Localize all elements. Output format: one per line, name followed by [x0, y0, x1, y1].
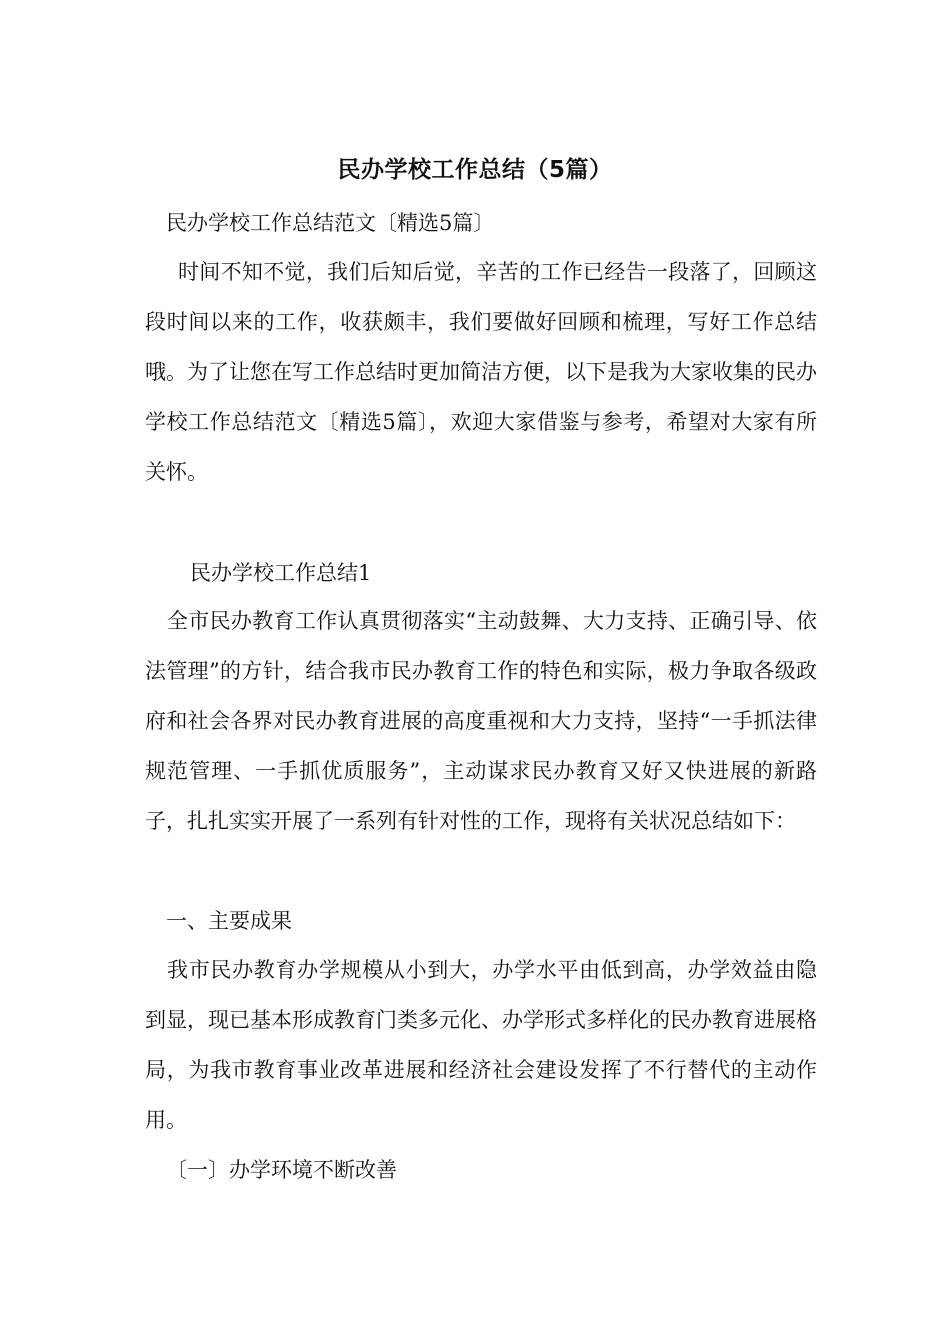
subheading: 〔一〕办学环境不断改善: [166, 1158, 397, 1182]
intro-paragraph: 时间不知不觉，我们后知后觉，辛苦的工作已经告一段落了，回顾这段时间以来的工作，收获颇丰，我们要做好回顾和梳理，写好工作总结哦。为了让您在写工作总结时更加简洁方便，以下是我为大家收集的民办学校工作总结范文〔精选5篇〕，欢迎大家借鉴与参考，希望对大家有所关怀。: [145, 260, 817, 484]
body-paragraph-results: 我市民办教育办学规模从小到大，办学水平由低到高，办学效益由隐到显，现已基本形成教育门类多元化、办学形式多样化的民办教育进展格局，为我市教育事业改革进展和经济社会建设发挥了不行替代的主动作用。: [145, 958, 817, 1132]
section-heading-main-results: 一、主要成果: [166, 909, 292, 933]
document-subtitle: 民办学校工作总结范文〔精选5篇〕: [166, 211, 495, 235]
section-heading: 民办学校工作总结1: [190, 561, 372, 585]
document-title: 民办学校工作总结（5篇）: [337, 157, 613, 183]
body-paragraph: 全市民办教育工作认真贯彻落实“主动鼓舞、大力支持、正确引导、依法管理”的方针，结合我市民办教育工作的特色和实际，极力争取各级政府和社会各界对民办教育进展的高度重视和大力支持，坚持“一手抓法律规范管理、一手抓优质服务”，主动谋求民办教育又好又快进展的新路子，扎扎实实开展了一系列有针对性的工作，现将有关状况总结如下：: [145, 609, 817, 833]
